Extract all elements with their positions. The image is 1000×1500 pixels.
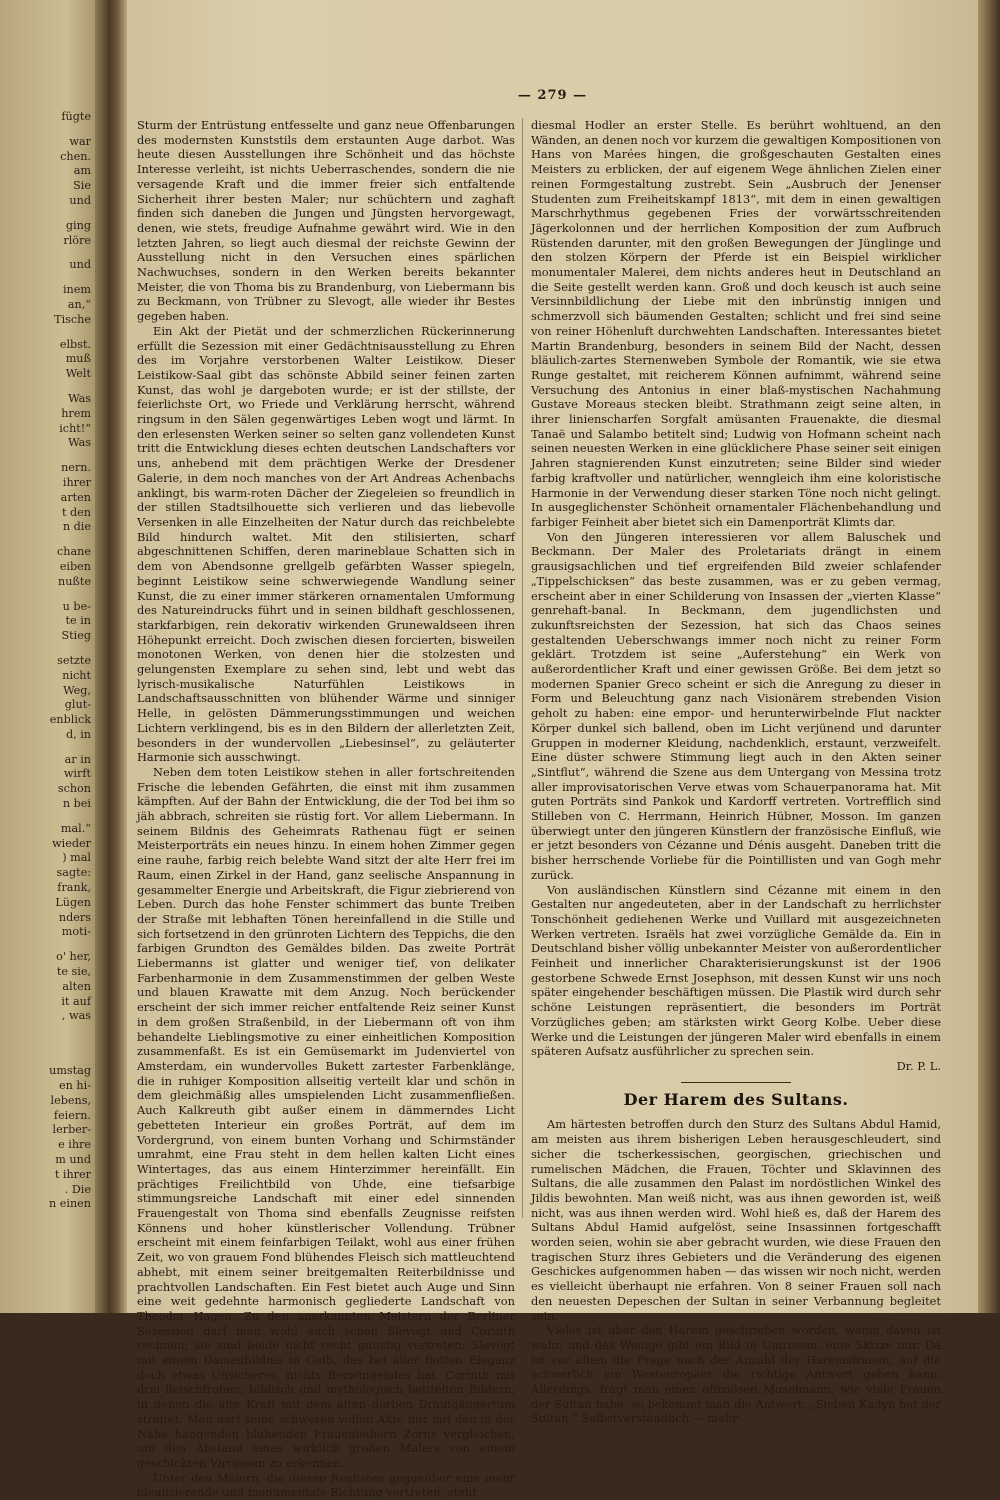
column-divider	[522, 118, 523, 1218]
fragment-line	[1, 1024, 91, 1034]
fragment-line: n die	[62, 520, 91, 534]
fragment-line: nders	[58, 910, 91, 924]
fragment-line: enblick	[49, 713, 91, 727]
fragment-line: u be-	[62, 599, 91, 613]
fragment-line: , was	[61, 1009, 91, 1023]
fragment-line: te sie,	[56, 965, 91, 979]
fragment-line: ging	[65, 218, 91, 232]
fragment-line: chen.	[60, 149, 91, 163]
fragment-line: Was	[68, 391, 91, 405]
fragment-line: frank,	[57, 881, 91, 895]
fragment-line: Welt	[65, 367, 91, 381]
fragment-line	[1, 743, 91, 753]
fragment-line: it auf	[61, 994, 91, 1008]
book-gutter	[95, 0, 127, 1313]
fragment-line	[1, 451, 91, 461]
fragment-line: Sie	[73, 179, 91, 193]
paragraph: Am härtesten betroffen durch den Sturz des Sultans Abdul Hamid, am meisten aus ihrem bisherigen Leben herausgeschleudert, sind sicher die tscherkessischen, georgischen, griechischen und rumelischen Mädchen, die Frauen, Töchter und Sklavinnen des Sultans, die alle zusammen den Palast im nordöstlichen Winkel des Jildis bewohnten. Man weiß nicht, was aus ihnen geworden ist, weiß nicht, was aus ihnen werden wird. Wohl hieß es, daß der Harem des Sultans Abdul Hamid aufgelöst, seine Insassinnen fortgeschafft worden seien, wohin sie aber gebracht wurden, wie diese Frauen den tragischen Sturz ihres Gebieters und die Veränderung des eigenen Geschickes aufgenommen haben — das wissen wir noch nicht, werden es vielleicht überhaupt nie erfahren. Von 8 seiner Frauen soll nach den neuesten Depeschen der Sultan in seiner Verbannung begleitet sein.	[531, 1117, 941, 1323]
fragment-line: an,“	[67, 297, 91, 311]
paragraph: Ein Akt der Pietät und der schmerzlichen Rückerinnerung erfüllt die Sezession mit einer Gedächtnisausstellung zu Ehren des im Vorjahre verstorbenen Walter Leistikow. Dieser Leistikow-Saal gibt das schönste Abbild seiner feinen zarten Kunst, das wohl je dargeboten wurde; er ist der stillste, der feierlichste Ort, wo Friede und Verklärung herrscht, während ringsum in den Sälen gegenwärtiges Leben wogt und lärmt. In den erlesensten Werken seiner so selten ganz vollendeten Kunst tritt die Entwicklung dieses echten deutschen Landschafters vor uns, anhebend mit dem prächtigen Werke der Dresdener Galerie, in dem noch manches von der Art Andreas Achenbachs anklingt, bis warm-roten Dächer der Ziegeleien so freundlich in der stillen Stadtsilhouette sich verlieren und das liebevolle Versenken in alle Einzelheiten der Natur durch das reichbelebte Bild hindurch waltet. Mit den stilisierten, scharf abgeschnittenen Schiffen, deren marineblaue Schatten sich in dem von Abendsonne grellgelb gefärbten Wasser spiegeln, beginnt Leistikow seine schwerwiegende Wandlung seiner Kunst, die zu einer immer stärkeren ornamentalen Umformung des Natureindrucks führt und in seinen bildhaft geschlossenen, starkfarbigen, rein dekorativ wirkenden Grunewaldseen ihren Höhepunkt erreicht. Doch zwischen diesen forcierten, bisweilen monotonen Werken, von denen hier die stolzesten und gelungensten Exemplare zu sehen sind, lebt und webt das lyrisch-musikalische Naturfühlen Leistikows in Landschaftsausschnitten von blühender Wärme und sinniger Helle, in gelösten Dämmerungsstimmungen und weichen Lichtern verklingend, bis es in den Bildern der allerletzten Zeit, besonders in der wundervollen „Liebesinsel“, zu geläuterter Harmonie sich ausschwingt.	[137, 323, 515, 765]
fragment-line: t den	[61, 505, 91, 519]
fragment-line: . Die	[64, 1182, 91, 1196]
fragment-line	[1, 644, 91, 654]
fragment-line: sagte:	[56, 866, 91, 880]
fragment-line: Lügen	[55, 895, 91, 909]
fragment-line	[1, 940, 91, 950]
paragraph: Von ausländischen Künstlern sind Cézanne mit einem in den Gestalten nur angedeuteten, aber in der Landschaft zu herrlichster Tonschönheit gediehenen Werke und Vuillard mit ausgezeichneten Werken vertreten. Israëls hat zwei vorzügliche Gemälde da. Ein in Deutschland bisher völlig unbekannter Meister von außerordentlicher Feinheit und innerlicher Charakterisierungskunst ist der 1906 gestorbene Schwede Ernst Josephson, mit dessen Kunst wir uns noch später eingehender beschäftigen müssen. Die Plastik wird durch sehr schöne Leistungen repräsentiert, die besonders im Porträt Vorzügliches geben; am stärksten wirkt Georg Kolbe. Ueber diese Werke und die Leistungen der jüngeren Maler wird ebenfalls in einem späteren Aufsatz ausführlicher zu sprechen sein.	[531, 882, 941, 1059]
fragment-line: arten	[60, 490, 91, 504]
page-number: — 279 —	[517, 88, 588, 103]
fragment-line	[1, 535, 91, 545]
fragment-line: schon	[57, 782, 91, 796]
fragment-line: ar in	[64, 752, 91, 766]
fragment-line: alten	[62, 979, 91, 993]
right-column	[531, 118, 941, 1426]
fragment-line: e ihre	[58, 1138, 91, 1152]
fragment-line	[1, 1054, 91, 1064]
article-headline: Der Harem des Sultans.	[623, 1089, 849, 1109]
book-page	[127, 0, 978, 1500]
fragment-line: ) mal	[62, 851, 91, 865]
fragment-line: lerber-	[52, 1123, 91, 1137]
fragment-line: umstag	[49, 1064, 91, 1078]
fragment-line: hrem	[61, 406, 91, 420]
fragment-line: en hi-	[59, 1079, 91, 1093]
fragment-line: war	[69, 134, 91, 148]
fragment-line	[1, 209, 91, 219]
fragment-line: am	[73, 164, 91, 178]
left-column	[137, 118, 515, 1500]
fragment-line: inem	[62, 283, 91, 297]
fragment-line: chane	[57, 545, 91, 559]
fragment-line: muß	[65, 352, 91, 366]
fragment-line: Stieg	[61, 629, 91, 643]
fragment-line: eiben	[59, 559, 91, 573]
fragment-line: n einen	[49, 1197, 91, 1211]
fragment-line: moti-	[61, 925, 91, 939]
paragraph: diesmal Hodler an erster Stelle. Es berührt wohltuend, an den Wänden, an denen noch vor kurzem die gewaltigen Kompositionen von Hans von Marées hingen, die großgeschauten Gestalten eines Meisters zu erblicken, der auf eigenem Wege ähnlichen Zielen einer reinen Formgestaltung zustrebt. Sein „Ausbruch der Jenenser Studenten zum Freiheitskampf 1813“, mit dem in einen gewaltigen Marschrhythmus gegebenen Fries der vorwärtsschreitenden Jägerkolonnen und der herrlichen Komposition der zum Aufbruch Rüstenden darunter, mit den großen Bewegungen der Jünglinge und den stolzen Körpern der Pferde ist ein Beispiel wirklicher monumentaler Malerei, dem nichts anderes heut in Deutschland an die Seite gestellt werden kann. Groß und doch keusch ist auch seine Versinnbildlichung der Liebe mit den inbrünstig innigen und schmerzvoll sich bäumenden Gestalten; schlicht und frei sind seine von reiner Höhenluft durchwehten Landschaften. Interessantes bietet Martin Brandenburg, besonders in seinem Bild der Nacht, dessen bläulich-zartes Sternenweben Symbole der Romantik, wie sie etwa Runge gestaltet, mit reicherem Können aufnimmt, während seine Versuchung des Antonius in einer blaß-mystischen Nachahmung Gustave Moreaus stecken bleibt. Strathmann zeigt seine alten, in ihrer linienscharfen Sorgfalt amüsanten Frauenakte, die diesmal Tanaë und Salambo betitelt sind; Ludwig von Hofmann scheint nach seinen neuesten Werken in eine glücklichere Phase seiner seit einigen Jahren stagnierenden Kunst einzutreten; seine Bilder sind wieder farbig kraftvoller und natürlicher, wenngleich ihm eine koloristische Harmonie in der Verwendung dieser starken Töne noch nicht gelingt. In ausgeglichenster Schönheit ornamentaler Flächenbehandlung und farbiger Feinheit aber bietet sich ein Damenporträt Klimts dar.	[531, 118, 941, 529]
fragment-line: n bei	[62, 797, 91, 811]
fragment-line: ihrer	[62, 475, 91, 489]
paragraph: Unter den Malern, die diesen Realisten gegenüber eine mehr idealisierende und monumentale Richtung vertreten, steht	[137, 1470, 515, 1500]
fragment-line	[1, 248, 91, 258]
fragment-line: wirft	[63, 767, 91, 781]
paragraph: Vieles ist über den Harem geschrieben worden, wenig davon ist wahr, und das Wenige gibt ein Bild in Umrissen, eine Skizze nur. Da ist vor allem die Frage nach der Anzahl der Haremsfrauen, auf die schwerlich ein Westeuropäer die richtige Antwort geben kann. Allerdings, fragt man einen offiziösen Muselmann, wie viele Frauen der Sultan habe, so bekommt man die Antwort: „Sieben Kadyn hat der Sultan.“ Selbstverständlich — mehr	[531, 1323, 941, 1426]
fragment-line: fügte	[61, 110, 91, 123]
fragment-line: icht!“	[59, 421, 91, 435]
facing-page-text	[1, 110, 91, 1212]
author-signature: Dr. P. L.	[896, 1059, 941, 1073]
fragment-line: Was	[68, 436, 91, 450]
fragment-line	[1, 1034, 91, 1044]
fragment-line: d, in	[65, 727, 91, 741]
fragment-line	[1, 590, 91, 600]
fragment-line: mal.“	[60, 821, 91, 835]
fragment-line	[1, 812, 91, 822]
fragment-line: Tische	[54, 312, 91, 326]
fragment-line: und	[69, 193, 91, 207]
fragment-line: elbst.	[59, 337, 91, 351]
fragment-line	[1, 1044, 91, 1054]
paragraph: Von den Jüngeren interessieren vor allem Baluschek und Beckmann. Der Maler des Proletariats drängt in einem grausigsachlichen und tief ergreifenden Bild zweier schlafender „Tippelschicksen“ das beste zusammen, was er zu geben vermag, erscheint aber in einer Schilderung von Insassen der „vierten Klasse“ genrehaft-banal. In Beckmann, dem jugendlichsten und zukunftsreichsten der Sezession, hat sich das Chaos seines gestaltenden Ueberschwangs immer noch nicht zu reiner Form geklärt. Trotzdem ist seine „Auferstehung“ ein Werk von außerordentlicher Kraft und einer gewissen Größe. Bei dem jetzt so modernen Spanier Greco scheint er sich die Anregung zu dieser in Form und Beleuchtung ganz nach Visionärem strebenden Vision geholt zu haben: eine empor- und herunterwirbelnde Flut nackter Körper dunkel sich ballend, oben im Licht verjünend und darunter Gruppen in moderner Kleidung, nachdenklich, erstaunt, verzweifelt. Eine düster schwere Stimmung liegt auch in den Akten seiner „Sintflut“, während die Szene aus dem Untergang von Messina trotz aller improvisatorischen Verve etwas vom Schauerpanorama hat. Mit guten Porträts sind Pankok und Kardorff vertreten. Vortrefflich sind Stilleben von C. Herrmann, Heinrich Hübner, Mosson. Im ganzen überwiegt unter den jüngeren Künstlern der französische Einfluß, wie er jetzt besonders von Cézanne und Dénis ausgeht. Daneben tritt die bisher herrschende Vorliebe für die Pointillisten und van Gogh mehr zurück.	[531, 529, 941, 882]
fragment-line: glut-	[64, 698, 91, 712]
fragment-line	[1, 125, 91, 135]
fragment-line: feiern.	[53, 1108, 91, 1122]
fragment-line: nicht	[62, 668, 91, 682]
fragment-line: o' her,	[56, 950, 91, 964]
fragment-line: lebens,	[50, 1093, 91, 1107]
fragment-line: t ihrer	[54, 1167, 91, 1181]
fragment-line: setzte	[57, 653, 91, 667]
book-edge	[978, 0, 1000, 1313]
fragment-line: nern.	[61, 461, 91, 475]
fragment-line	[1, 382, 91, 392]
fragment-line: Weg,	[63, 683, 91, 697]
paragraph: Sturm der Entrüstung entfesselte und ganz neue Offenbarungen des modernsten Kunststils dem erstaunten Auge darbot. Was heute diesen Ausstellungen ihre Schönheit und das höchste Interesse verleiht, ist nichts Ueberraschendes, sondern die nie versagende Kraft und die immer freier sich entfaltende Sicherheit ihrer besten Maler; nur schüchtern und zaghaft finden sich daneben die Jungen und Jüngsten hervorgewagt, denen, wie stets, freudige Aufnahme gewährt wird. Wie in den letzten Jahren, so liegt auch diesmal der reichste Gewinn der Ausstellung nicht in den Versuchen eines spärlichen Nachwuchses, sondern in den Werken bereits bekannter Meister, die von Thoma bis zu Brandenburg, von Liebermann bis zu Beckmann, von Trübner zu Slevogt, alle wieder ihr Bestes gegeben haben.	[137, 118, 515, 324]
fragment-line: nußte	[58, 574, 91, 588]
fragment-line: te in	[65, 614, 91, 628]
fragment-line: wieder	[52, 836, 91, 850]
fragment-line	[1, 273, 91, 283]
fragment-line	[1, 328, 91, 338]
facing-page-fragment	[0, 0, 95, 1313]
paragraph: Neben dem toten Leistikow stehen in aller fortschreitenden Frische die lebenden Gefährten, die einst mit ihm zusammen kämpften. Auf der Bahn der Entwicklung, die der Tod bei ihm so jäh abbrach, schreiten sie rüstig fort. Vor allem Liebermann. In seinem Bildnis des Geheimrats Rathenau fügt er seinen Meisterporträts ein neues hinzu. In einem hohen Zimmer gegen eine rauhe, farbig reich belebte Wand sitzt der alte Herr frei im Raum, einen Zirkel in der Hand, ganz seelische Anspannung in gesammelter Energie und Arbeitskraft, die Figur ziebrierend von Leben. Durch das hohe Fenster schimmert das bunte Treiben der Straße mit lebhaften Tönen hereinfallend in die Stille und sich fortsetzend in den grünroten Lichtern des Teppichs, die den farbigen Grundton des Gemäldes bilden. Das zweite Porträt Liebermanns ist glatter und weniger tief, von delikater Farbenharmonie in dem Zusammenstimmen der gelben Weste und blauen Krawatte mit dem Anzug. Noch berückender erscheint der sich immer reicher entfaltende Reiz seiner Kunst in dem großen Straßenbild, in der Liebermann oft von ihm behandelte Lieblingsmotive zu einer einheitlichen Komposition zusammenfaßt. Es ist ein Gemüsemarkt im Judenviertel von Amsterdam, ein wundervolles Bukett zartester Farbenklänge, die in ruhiger Komposition allseitig verteilt klar und schön in dem gleichmäßig alles umspielenden Licht zusammenfließen. Auch Kalkreuth gibt außer einem in dämmerndes Licht gebetteten Interieur ein großes Porträt, auf dem im Vordergrund, von einem bunten Vorhang und Schirmständer umrahmt, eine Frau steht in dem hellen kalten Licht eines Wintertages, das aus einem Hinterzimmer hereinfällt. Ein prächtiges Freilichtbild von Uhde, eine tiefsarbige stimmungsreiche Landschaft mit einer edel sinnenden Frauengestalt von Thoma sind ebenfalls Zeugnisse reifsten Könnens und hoher künstlerischer Vollendung. Trübner erscheint mit einem feinfarbigen Teilakt, wohl aus einer frühen Zeit, wo von grauem Fond blühendes Fleisch sich mattleuchtend abhebt, mit einem seiner breitgemalten Reiterbildnisse und prachtvollen Landschaften. Ein Fest bietet auch Auge und Sinn eine weit gedehnte harmonisch gegliederte Landschaft von Theodor Hagen. Zu den anerkannten Meistern der Berliner Sezession darf man wohl auch schon Slevogt und Corinth rechnen; sie sind beide nicht recht günstig vertreten; Slevogt mit einem Damenbildnis in Gelb, das bei aller flotten Eleganz doch etwas Unsicheres, nichts Bezwingendes hat, Corinth mit drei fleischfrohen, biblisch und mythologisch betitelten Bildern, in denen die alte Kraft mit dem alten derben Draufgängertum streitet. Man darf seine schweren vollen Akte nur mit den in der Nähe hängenden blühenden Frauenleibern Zorns vergleichen, um den Abstand eines wirklich großen Malers von einem geschickten Virtuosen zu erkennen.	[137, 764, 515, 1470]
separator-rule	[681, 1082, 791, 1083]
fragment-line: rlöre	[63, 233, 91, 247]
fragment-line: und	[69, 258, 91, 272]
fragment-line: m und	[55, 1153, 91, 1167]
